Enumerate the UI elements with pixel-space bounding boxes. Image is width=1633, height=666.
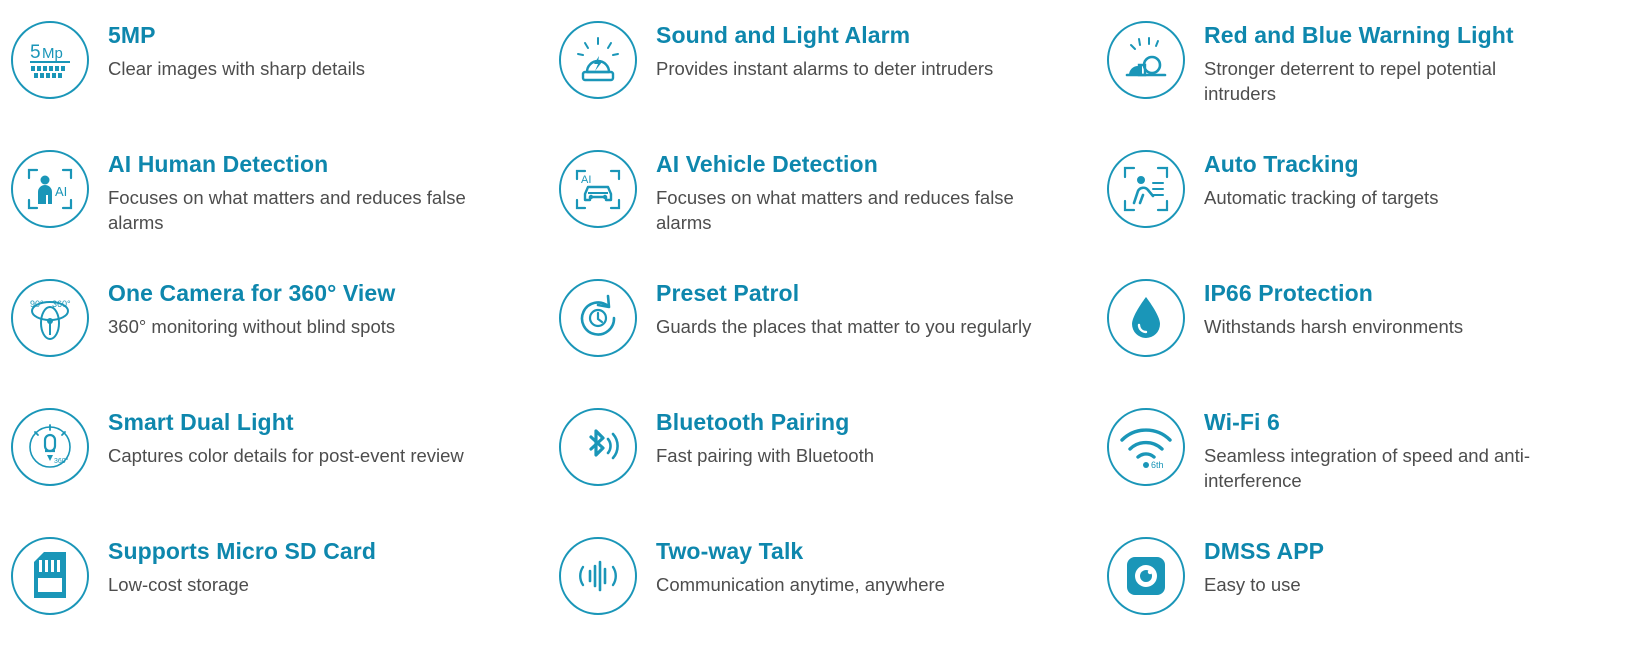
- feature-text: [656, 276, 1031, 340]
- feature-text: [108, 276, 395, 340]
- feature-item: [1096, 524, 1633, 653]
- feature-item: [0, 266, 548, 395]
- icon-wrapper: [1104, 276, 1188, 360]
- feature-text: [656, 534, 945, 598]
- feature-item: [548, 8, 1096, 137]
- angle-360-label: 360°: [52, 299, 71, 309]
- feature-description: Easy to use: [1204, 574, 1301, 596]
- feature-title: Two-way Talk: [656, 538, 804, 564]
- feature-description: Low-cost storage: [108, 574, 249, 596]
- feature-text: [1204, 276, 1463, 340]
- feature-description: Withstands harsh environments: [1204, 316, 1464, 338]
- wifi-6-icon: [1107, 408, 1185, 486]
- feature-text: [1204, 405, 1564, 494]
- feature-text: [656, 147, 1061, 236]
- feature-title: AI Human Detection: [108, 151, 329, 177]
- icon-wrapper: [8, 147, 92, 231]
- 360-view-icon: [11, 279, 89, 357]
- feature-title: Bluetooth Pairing: [656, 409, 850, 435]
- feature-item: [1096, 395, 1633, 524]
- feature-text: [656, 18, 993, 82]
- feature-text: [108, 534, 376, 598]
- feature-item: [1096, 8, 1633, 137]
- 5mp-resolution-icon: [11, 21, 89, 99]
- ai-vehicle-detection-icon: [559, 150, 637, 228]
- feature-description: Seamless integration of speed and anti-interference: [1204, 445, 1531, 492]
- feature-title: Red and Blue Warning Light: [1204, 22, 1514, 48]
- angle-90-label: 90°: [30, 299, 44, 309]
- feature-item: [0, 524, 548, 653]
- feature-item: [0, 395, 548, 524]
- feature-description: Guards the places that matter to you regularly: [656, 316, 1032, 338]
- feature-description: Provides instant alarms to deter intruders: [656, 58, 994, 80]
- feature-text: [1204, 18, 1564, 107]
- feature-item: [1096, 137, 1633, 266]
- feature-description: Stronger deterrent to repel potential intruders: [1204, 58, 1497, 105]
- feature-title: 5MP: [108, 22, 156, 48]
- feature-description: Fast pairing with Bluetooth: [656, 445, 875, 467]
- feature-title: Preset Patrol: [656, 280, 800, 306]
- wifi-generation-label: 6th: [1151, 460, 1164, 470]
- icon-wrapper: [556, 147, 640, 231]
- feature-text: [1204, 534, 1324, 598]
- feature-text: [108, 147, 513, 236]
- icon-wrapper: [1104, 405, 1188, 489]
- bluetooth-pairing-icon: [559, 408, 637, 486]
- feature-description: Clear images with sharp details: [108, 58, 366, 80]
- preset-patrol-icon: [559, 279, 637, 357]
- ai-badge-label: AI: [581, 174, 592, 186]
- icon-wrapper: [556, 405, 640, 489]
- red-blue-warning-light-icon: [1107, 21, 1185, 99]
- icon-wrapper: [8, 405, 92, 489]
- icon-wrapper: [8, 534, 92, 618]
- feature-title: Wi-Fi 6: [1204, 409, 1280, 435]
- auto-tracking-icon: [1107, 150, 1185, 228]
- feature-description: Focuses on what matters and reduces false alarms: [656, 187, 1014, 234]
- feature-description: Communication anytime, anywhere: [656, 574, 945, 596]
- feature-item: [548, 137, 1096, 266]
- feature-text: [656, 405, 874, 469]
- feature-description: Automatic tracking of targets: [1204, 187, 1439, 209]
- feature-item: [548, 395, 1096, 524]
- sound-light-alarm-icon: [559, 21, 637, 99]
- svg-text:5: 5: [30, 42, 41, 63]
- feature-item: [1096, 266, 1633, 395]
- feature-item: [0, 8, 548, 137]
- feature-title: IP66 Protection: [1204, 280, 1373, 306]
- feature-text: [108, 405, 464, 469]
- feature-item: [0, 137, 548, 266]
- micro-sd-card-icon: [11, 537, 89, 615]
- two-way-talk-icon: [559, 537, 637, 615]
- feature-description: 360° monitoring without blind spots: [108, 316, 396, 338]
- icon-wrapper: [8, 276, 92, 360]
- angle-360-label: 360°: [54, 458, 69, 465]
- icon-wrapper: [1104, 18, 1188, 102]
- icon-wrapper: [556, 276, 640, 360]
- icon-wrapper: [1104, 147, 1188, 231]
- dmss-app-icon: [1107, 537, 1185, 615]
- feature-item: [548, 266, 1096, 395]
- icon-wrapper: [556, 18, 640, 102]
- feature-text: [1204, 147, 1438, 211]
- feature-description: Captures color details for post-event review: [108, 445, 464, 467]
- icon-wrapper: [556, 534, 640, 618]
- feature-title: Auto Tracking: [1204, 151, 1359, 177]
- feature-title: Sound and Light Alarm: [656, 22, 911, 48]
- ai-human-detection-icon: [11, 150, 89, 228]
- feature-title: AI Vehicle Detection: [656, 151, 878, 177]
- feature-title: Smart Dual Light: [108, 409, 294, 435]
- icon-wrapper: [1104, 534, 1188, 618]
- smart-dual-light-icon: [11, 408, 89, 486]
- icon-wrapper: [8, 18, 92, 102]
- svg-text:Mp: Mp: [42, 45, 63, 62]
- feature-item: [548, 524, 1096, 653]
- ip66-protection-icon: [1107, 279, 1185, 357]
- feature-text: [108, 18, 365, 82]
- feature-title: One Camera for 360° View: [108, 280, 396, 306]
- feature-title: DMSS APP: [1204, 538, 1325, 564]
- ai-badge-label: AI: [55, 184, 68, 199]
- feature-description: Focuses on what matters and reduces false alarms: [108, 187, 466, 234]
- feature-title: Supports Micro SD Card: [108, 538, 377, 564]
